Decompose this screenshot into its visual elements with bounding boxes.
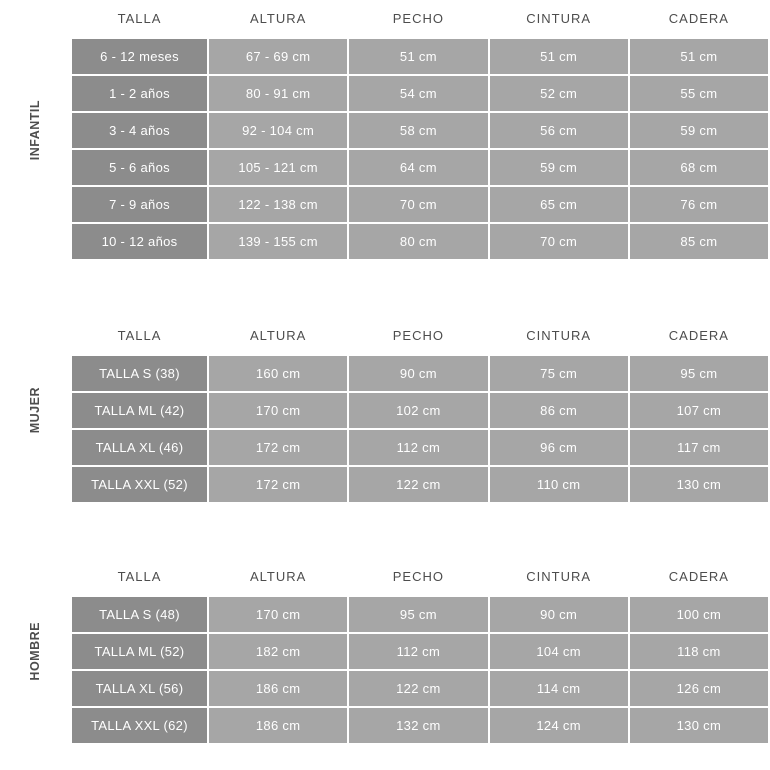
- section-label-text: INFANTIL: [28, 100, 42, 161]
- table-row: [72, 467, 768, 502]
- table-row: [72, 708, 768, 743]
- cell-pecho: 80 cm: [349, 224, 487, 259]
- column-header-cintura: CINTURA: [490, 560, 628, 595]
- column-header-pecho: PECHO: [349, 560, 487, 595]
- table-wrap-mujer: [70, 317, 770, 504]
- cell-pecho: 51 cm: [349, 39, 487, 74]
- cell-size: 3 - 4 años: [72, 113, 207, 148]
- column-header-cintura: CINTURA: [490, 2, 628, 37]
- column-header-talla: TALLA: [72, 560, 207, 595]
- cell-cintura: 86 cm: [490, 393, 628, 428]
- cell-cintura: 65 cm: [490, 187, 628, 222]
- cell-cadera: 107 cm: [630, 393, 768, 428]
- size-table-hombre: [70, 558, 770, 745]
- cell-cadera: 100 cm: [630, 597, 768, 632]
- section-mujer: [0, 317, 770, 504]
- table-row: [72, 39, 768, 74]
- cell-pecho: 102 cm: [349, 393, 487, 428]
- cell-size: TALLA ML (42): [72, 393, 207, 428]
- cell-altura: 170 cm: [209, 597, 347, 632]
- cell-size: TALLA ML (52): [72, 634, 207, 669]
- section-spacer: [0, 261, 770, 317]
- table-row: [72, 671, 768, 706]
- table-row: [72, 393, 768, 428]
- cell-pecho: 122 cm: [349, 671, 487, 706]
- table-row: [72, 356, 768, 391]
- column-header-talla: TALLA: [72, 319, 207, 354]
- cell-altura: 122 - 138 cm: [209, 187, 347, 222]
- cell-cintura: 96 cm: [490, 430, 628, 465]
- section-label-infantil: [0, 0, 70, 261]
- section-label-hombre: [0, 558, 70, 745]
- table-head-infantil: [72, 2, 768, 37]
- cell-size: TALLA XXL (52): [72, 467, 207, 502]
- cell-pecho: 54 cm: [349, 76, 487, 111]
- cell-cintura: 110 cm: [490, 467, 628, 502]
- column-header-cintura: CINTURA: [490, 319, 628, 354]
- size-table-infantil: [70, 0, 770, 261]
- section-label-text: MUJER: [28, 387, 42, 434]
- table-wrap-infantil: [70, 0, 770, 261]
- cell-cadera: 59 cm: [630, 113, 768, 148]
- section-spacer: [0, 504, 770, 558]
- cell-size: 10 - 12 años: [72, 224, 207, 259]
- cell-altura: 105 - 121 cm: [209, 150, 347, 185]
- cell-cadera: 126 cm: [630, 671, 768, 706]
- cell-pecho: 112 cm: [349, 430, 487, 465]
- table-row: [72, 597, 768, 632]
- cell-cadera: 51 cm: [630, 39, 768, 74]
- table-head-hombre: [72, 560, 768, 595]
- column-header-cadera: CADERA: [630, 319, 768, 354]
- column-header-cadera: CADERA: [630, 2, 768, 37]
- table-row: [72, 430, 768, 465]
- cell-pecho: 132 cm: [349, 708, 487, 743]
- cell-size: TALLA S (48): [72, 597, 207, 632]
- table-body-mujer: [72, 356, 768, 502]
- cell-altura: 92 - 104 cm: [209, 113, 347, 148]
- cell-size: 5 - 6 años: [72, 150, 207, 185]
- cell-pecho: 95 cm: [349, 597, 487, 632]
- cell-pecho: 122 cm: [349, 467, 487, 502]
- cell-cadera: 95 cm: [630, 356, 768, 391]
- section-label-text: HOMBRE: [28, 622, 42, 681]
- column-header-cadera: CADERA: [630, 560, 768, 595]
- cell-cintura: 52 cm: [490, 76, 628, 111]
- cell-size: 6 - 12 meses: [72, 39, 207, 74]
- column-header-altura: ALTURA: [209, 560, 347, 595]
- column-header-pecho: PECHO: [349, 319, 487, 354]
- cell-size: 7 - 9 años: [72, 187, 207, 222]
- cell-altura: 186 cm: [209, 708, 347, 743]
- cell-altura: 139 - 155 cm: [209, 224, 347, 259]
- table-head-mujer: [72, 319, 768, 354]
- cell-altura: 80 - 91 cm: [209, 76, 347, 111]
- cell-cintura: 70 cm: [490, 224, 628, 259]
- size-table-mujer: [70, 317, 770, 504]
- cell-size: TALLA S (38): [72, 356, 207, 391]
- table-row: [72, 634, 768, 669]
- column-header-altura: ALTURA: [209, 319, 347, 354]
- cell-cintura: 104 cm: [490, 634, 628, 669]
- cell-size: TALLA XL (46): [72, 430, 207, 465]
- cell-cadera: 130 cm: [630, 708, 768, 743]
- table-body-infantil: [72, 39, 768, 259]
- section-hombre: [0, 558, 770, 745]
- cell-cadera: 117 cm: [630, 430, 768, 465]
- table-body-hombre: [72, 597, 768, 743]
- cell-altura: 186 cm: [209, 671, 347, 706]
- cell-pecho: 70 cm: [349, 187, 487, 222]
- cell-cintura: 56 cm: [490, 113, 628, 148]
- cell-altura: 182 cm: [209, 634, 347, 669]
- section-label-mujer: [0, 317, 70, 504]
- table-row: [72, 76, 768, 111]
- cell-pecho: 112 cm: [349, 634, 487, 669]
- cell-altura: 172 cm: [209, 467, 347, 502]
- section-infantil: [0, 0, 770, 261]
- column-header-talla: TALLA: [72, 2, 207, 37]
- column-header-pecho: PECHO: [349, 2, 487, 37]
- cell-pecho: 64 cm: [349, 150, 487, 185]
- cell-size: 1 - 2 años: [72, 76, 207, 111]
- cell-cintura: 59 cm: [490, 150, 628, 185]
- cell-cintura: 51 cm: [490, 39, 628, 74]
- table-header-row: [72, 2, 768, 37]
- cell-pecho: 90 cm: [349, 356, 487, 391]
- table-row: [72, 187, 768, 222]
- cell-cadera: 76 cm: [630, 187, 768, 222]
- cell-altura: 67 - 69 cm: [209, 39, 347, 74]
- column-header-altura: ALTURA: [209, 2, 347, 37]
- cell-altura: 170 cm: [209, 393, 347, 428]
- table-row: [72, 150, 768, 185]
- cell-cintura: 124 cm: [490, 708, 628, 743]
- cell-size: TALLA XL (56): [72, 671, 207, 706]
- cell-cadera: 130 cm: [630, 467, 768, 502]
- cell-cadera: 68 cm: [630, 150, 768, 185]
- cell-cadera: 118 cm: [630, 634, 768, 669]
- cell-cadera: 55 cm: [630, 76, 768, 111]
- cell-altura: 160 cm: [209, 356, 347, 391]
- cell-cintura: 90 cm: [490, 597, 628, 632]
- table-row: [72, 113, 768, 148]
- cell-pecho: 58 cm: [349, 113, 487, 148]
- table-header-row: [72, 319, 768, 354]
- cell-cadera: 85 cm: [630, 224, 768, 259]
- cell-cintura: 75 cm: [490, 356, 628, 391]
- cell-altura: 172 cm: [209, 430, 347, 465]
- table-row: [72, 224, 768, 259]
- table-wrap-hombre: [70, 558, 770, 745]
- table-header-row: [72, 560, 768, 595]
- cell-size: TALLA XXL (62): [72, 708, 207, 743]
- cell-cintura: 114 cm: [490, 671, 628, 706]
